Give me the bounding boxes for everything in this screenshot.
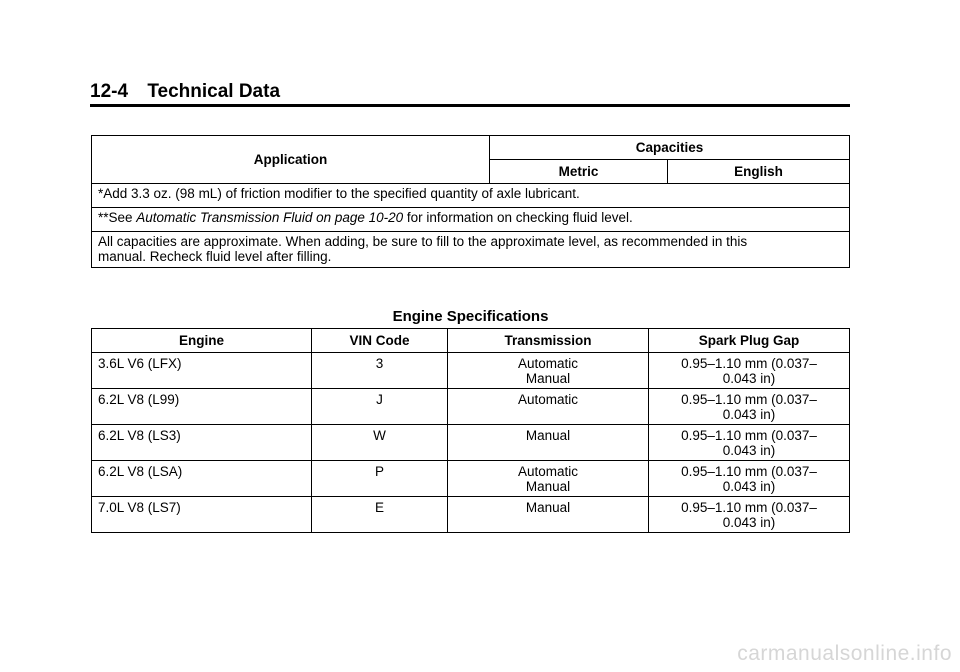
spark-gap-cell xyxy=(649,461,850,497)
page-header xyxy=(90,81,850,103)
note-line: All capacities are approximate. When adding, be sure to fill to the approximate level, as recommended in this xyxy=(98,234,748,249)
vin-cell: J xyxy=(312,389,448,425)
table-row xyxy=(92,461,850,497)
table-row xyxy=(92,497,850,533)
transmission-line: Manual xyxy=(525,479,571,494)
note-row xyxy=(92,232,850,268)
transmission-line: Automatic xyxy=(517,356,579,371)
gap-line: 0.95–1.10 mm (0.037– xyxy=(681,356,817,371)
spark-gap-cell xyxy=(649,353,850,389)
note-fluid-reference xyxy=(92,208,850,232)
gap-line: 0.043 in) xyxy=(722,371,776,386)
vin-cell: 3 xyxy=(312,353,448,389)
col-metric: Metric xyxy=(490,160,668,184)
engine-cell: 6.2L V8 (LS3) xyxy=(92,425,312,461)
engine-cell: 3.6L V6 (LFX) xyxy=(92,353,312,389)
spark-gap-cell xyxy=(649,389,850,425)
transmission-line: Manual xyxy=(525,371,571,386)
gap-line: 0.043 in) xyxy=(722,479,776,494)
transmission-line: Manual xyxy=(525,428,571,443)
section-title: Engine Specifications xyxy=(392,308,549,325)
transmission-cell xyxy=(448,353,649,389)
note-row xyxy=(92,208,850,232)
note-row xyxy=(92,184,850,208)
transmission-line: Manual xyxy=(525,500,571,515)
transmission-cell xyxy=(448,497,649,533)
gap-line: 0.95–1.10 mm (0.037– xyxy=(681,428,817,443)
col-spark-plug-gap: Spark Plug Gap xyxy=(649,329,850,353)
note-suffix: for information on checking fluid level. xyxy=(403,210,633,225)
gap-line: 0.043 in) xyxy=(722,515,776,530)
col-transmission: Transmission xyxy=(448,329,649,353)
transmission-line: Automatic xyxy=(517,464,579,479)
transmission-cell xyxy=(448,461,649,497)
note-line: manual. Recheck fluid level after filling. xyxy=(98,249,332,264)
col-application: Application xyxy=(92,136,490,184)
col-english: English xyxy=(668,160,850,184)
engine-specs-table xyxy=(91,328,850,533)
transmission-line: Automatic xyxy=(517,392,579,407)
header-rule xyxy=(90,104,850,107)
table-row xyxy=(92,425,850,461)
col-vin-code: VIN Code xyxy=(312,329,448,353)
capacities-table xyxy=(91,135,850,268)
page-title: Technical Data xyxy=(147,81,281,102)
col-capacities: Capacities xyxy=(490,136,850,160)
engine-cell: 6.2L V8 (LSA) xyxy=(92,461,312,497)
note-friction-modifier: *Add 3.3 oz. (98 mL) of friction modifier to the specified quantity of axle lubricant. xyxy=(92,184,850,208)
vin-cell: P xyxy=(312,461,448,497)
watermark: carmanualsonline.info xyxy=(737,642,952,665)
vin-cell: W xyxy=(312,425,448,461)
table-row xyxy=(92,353,850,389)
page-reference-link[interactable]: Automatic Transmission Fluid on page 10-20 xyxy=(136,210,404,225)
engine-header-row xyxy=(92,329,850,353)
engine-cell: 7.0L V8 (LS7) xyxy=(92,497,312,533)
capacities-header-row xyxy=(92,136,850,160)
page-number: 12-4 xyxy=(90,81,129,102)
gap-line: 0.043 in) xyxy=(722,443,776,458)
gap-line: 0.043 in) xyxy=(722,407,776,422)
transmission-cell xyxy=(448,389,649,425)
spark-gap-cell xyxy=(649,425,850,461)
vin-cell: E xyxy=(312,497,448,533)
gap-line: 0.95–1.10 mm (0.037– xyxy=(681,464,817,479)
col-engine: Engine xyxy=(92,329,312,353)
engine-cell: 6.2L V8 (L99) xyxy=(92,389,312,425)
note-approximate xyxy=(92,232,850,268)
gap-line: 0.95–1.10 mm (0.037– xyxy=(681,392,817,407)
gap-line: 0.95–1.10 mm (0.037– xyxy=(681,500,817,515)
spark-gap-cell xyxy=(649,497,850,533)
transmission-cell xyxy=(448,425,649,461)
note-prefix: **See xyxy=(98,210,137,225)
table-row xyxy=(92,389,850,425)
